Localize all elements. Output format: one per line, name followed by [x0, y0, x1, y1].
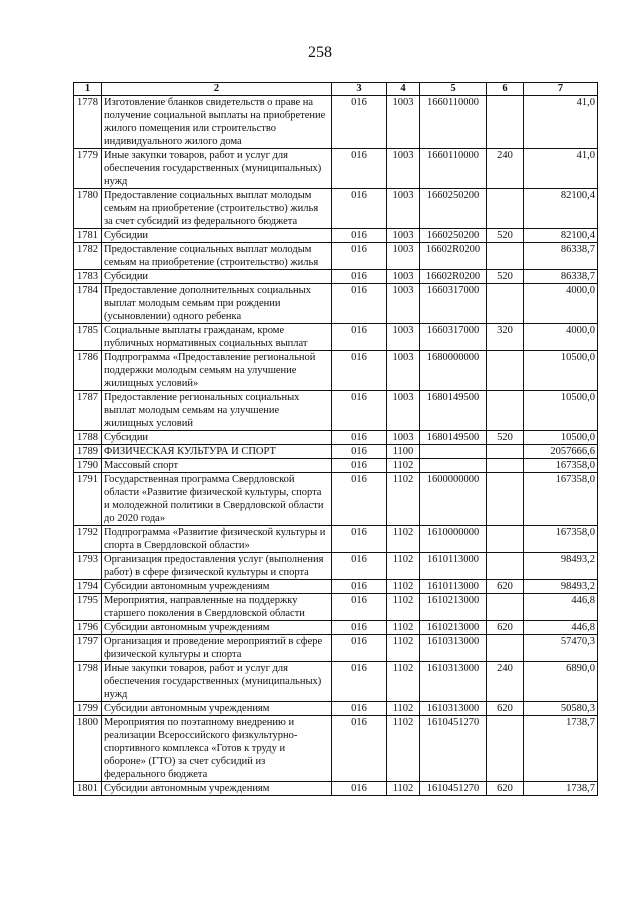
row-number: 1798	[74, 662, 102, 702]
row-expense-type: 320	[487, 324, 524, 351]
row-expense-type: 240	[487, 662, 524, 702]
column-header: 5	[420, 83, 487, 96]
table-row	[74, 391, 598, 431]
row-number: 1781	[74, 229, 102, 243]
row-number: 1782	[74, 243, 102, 270]
row-target-code: 1610313000	[420, 635, 487, 662]
table-row	[74, 621, 598, 635]
row-expense-type	[487, 96, 524, 149]
table-row	[74, 473, 598, 526]
row-target-code: 1660317000	[420, 284, 487, 324]
row-expense-type: 520	[487, 431, 524, 445]
row-target-code: 1680149500	[420, 391, 487, 431]
row-ministry-code: 016	[332, 229, 387, 243]
row-expense-type	[487, 594, 524, 621]
row-expense-type: 620	[487, 621, 524, 635]
table-row	[74, 243, 598, 270]
row-name: Подпрограмма «Предоставление региональной поддержки молодым семьям на улучшение жилищных условий»	[102, 351, 332, 391]
row-ministry-code: 016	[332, 391, 387, 431]
table-row	[74, 431, 598, 445]
row-section-code: 1102	[387, 635, 420, 662]
table-row	[74, 782, 598, 796]
row-expense-type	[487, 716, 524, 782]
row-name: ФИЗИЧЕСКАЯ КУЛЬТУРА И СПОРТ	[102, 445, 332, 459]
row-target-code	[420, 445, 487, 459]
column-header: 2	[102, 83, 332, 96]
row-expense-type: 520	[487, 229, 524, 243]
row-name: Предоставление региональных социальных выплат молодым семьям на улучшение жилищных условий	[102, 391, 332, 431]
row-target-code: 1600000000	[420, 473, 487, 526]
row-amount: 86338,7	[524, 270, 598, 284]
row-target-code: 1660110000	[420, 149, 487, 189]
row-name: Иные закупки товаров, работ и услуг для обеспечения государственных (муниципальных) нужд	[102, 149, 332, 189]
row-expense-type	[487, 473, 524, 526]
row-expense-type	[487, 635, 524, 662]
row-name: Субсидии автономным учреждениям	[102, 702, 332, 716]
table-row	[74, 324, 598, 351]
row-ministry-code: 016	[332, 351, 387, 391]
row-amount: 2057666,6	[524, 445, 598, 459]
row-target-code: 1610451270	[420, 716, 487, 782]
row-amount: 98493,2	[524, 580, 598, 594]
row-target-code: 1610000000	[420, 526, 487, 553]
row-number: 1788	[74, 431, 102, 445]
column-header: 1	[74, 83, 102, 96]
row-amount: 1738,7	[524, 782, 598, 796]
row-expense-type	[487, 351, 524, 391]
row-name: Подпрограмма «Развитие физической культуры и спорта в Свердловской области»	[102, 526, 332, 553]
row-name: Предоставление социальных выплат молодым семьям на приобретение (строительство) жилья	[102, 243, 332, 270]
row-name: Субсидии автономным учреждениям	[102, 782, 332, 796]
row-section-code: 1102	[387, 553, 420, 580]
row-name: Субсидии	[102, 229, 332, 243]
row-name: Организация и проведение мероприятий в сфере физической культуры и спорта	[102, 635, 332, 662]
row-number: 1793	[74, 553, 102, 580]
table-row	[74, 635, 598, 662]
row-ministry-code: 016	[332, 702, 387, 716]
row-name: Государственная программа Свердловской области «Развитие физической культуры, спорта и молодежной политики в Свердловской области до 2020 года»	[102, 473, 332, 526]
row-expense-type: 620	[487, 782, 524, 796]
row-expense-type: 240	[487, 149, 524, 189]
table-row	[74, 351, 598, 391]
row-target-code: 1610313000	[420, 662, 487, 702]
row-section-code: 1102	[387, 594, 420, 621]
row-expense-type	[487, 189, 524, 229]
row-section-code: 1102	[387, 459, 420, 473]
row-amount: 167358,0	[524, 459, 598, 473]
row-section-code: 1003	[387, 284, 420, 324]
row-name: Изготовление бланков свидетельств о праве на получение социальной выплаты на приобретение жилого помещения или строительство индивидуального жилого дома	[102, 96, 332, 149]
row-section-code: 1102	[387, 580, 420, 594]
row-amount: 98493,2	[524, 553, 598, 580]
row-section-code: 1003	[387, 189, 420, 229]
table-row	[74, 229, 598, 243]
row-expense-type	[487, 553, 524, 580]
row-expense-type	[487, 459, 524, 473]
row-target-code: 1660250200	[420, 189, 487, 229]
row-section-code: 1102	[387, 702, 420, 716]
row-ministry-code: 016	[332, 580, 387, 594]
row-section-code: 1003	[387, 229, 420, 243]
row-target-code	[420, 459, 487, 473]
row-target-code: 1610213000	[420, 594, 487, 621]
row-number: 1797	[74, 635, 102, 662]
row-number: 1799	[74, 702, 102, 716]
table-row	[74, 96, 598, 149]
row-target-code: 1610113000	[420, 580, 487, 594]
page-number: 258	[308, 44, 332, 61]
row-amount: 167358,0	[524, 526, 598, 553]
row-target-code: 1610313000	[420, 702, 487, 716]
row-ministry-code: 016	[332, 270, 387, 284]
table-header-row	[74, 83, 598, 96]
table-row	[74, 189, 598, 229]
table-row	[74, 284, 598, 324]
row-number: 1787	[74, 391, 102, 431]
row-target-code: 1660110000	[420, 96, 487, 149]
row-amount: 41,0	[524, 149, 598, 189]
table-row	[74, 594, 598, 621]
row-ministry-code: 016	[332, 716, 387, 782]
row-number: 1784	[74, 284, 102, 324]
row-amount: 41,0	[524, 96, 598, 149]
row-name: Мероприятия по поэтапному внедрению и реализации Всероссийского физкультурно-спортивного комплекса «Готов к труду и обороне» (ГТО) за счет субсидий из федерального бюджета	[102, 716, 332, 782]
table-row	[74, 716, 598, 782]
table-row	[74, 270, 598, 284]
row-section-code: 1102	[387, 621, 420, 635]
row-section-code: 1003	[387, 324, 420, 351]
table-row	[74, 662, 598, 702]
row-section-code: 1102	[387, 782, 420, 796]
row-number: 1786	[74, 351, 102, 391]
row-ministry-code: 016	[332, 662, 387, 702]
row-section-code: 1102	[387, 526, 420, 553]
row-ministry-code: 016	[332, 459, 387, 473]
row-number: 1785	[74, 324, 102, 351]
row-number: 1801	[74, 782, 102, 796]
row-amount: 57470,3	[524, 635, 598, 662]
row-target-code: 1610213000	[420, 621, 487, 635]
row-ministry-code: 016	[332, 149, 387, 189]
row-expense-type: 620	[487, 580, 524, 594]
table-row	[74, 459, 598, 473]
row-ministry-code: 016	[332, 324, 387, 351]
row-name: Субсидии автономным учреждениям	[102, 621, 332, 635]
table-row	[74, 553, 598, 580]
row-target-code: 1610113000	[420, 553, 487, 580]
row-amount: 4000,0	[524, 324, 598, 351]
row-name: Субсидии автономным учреждениям	[102, 580, 332, 594]
row-number: 1800	[74, 716, 102, 782]
row-amount: 10500,0	[524, 351, 598, 391]
row-target-code: 16602R0200	[420, 243, 487, 270]
table-row	[74, 580, 598, 594]
row-name: Иные закупки товаров, работ и услуг для обеспечения государственных (муниципальных) нужд	[102, 662, 332, 702]
row-section-code: 1003	[387, 149, 420, 189]
row-number: 1783	[74, 270, 102, 284]
row-amount: 446,8	[524, 594, 598, 621]
row-amount: 10500,0	[524, 391, 598, 431]
row-number: 1796	[74, 621, 102, 635]
row-target-code: 1660250200	[420, 229, 487, 243]
column-header: 6	[487, 83, 524, 96]
row-expense-type	[487, 445, 524, 459]
row-section-code: 1003	[387, 351, 420, 391]
row-number: 1778	[74, 96, 102, 149]
row-ministry-code: 016	[332, 445, 387, 459]
row-ministry-code: 016	[332, 243, 387, 270]
table-row	[74, 702, 598, 716]
row-expense-type	[487, 391, 524, 431]
row-name: Массовый спорт	[102, 459, 332, 473]
row-amount: 82100,4	[524, 189, 598, 229]
row-expense-type	[487, 243, 524, 270]
row-number: 1779	[74, 149, 102, 189]
row-target-code: 1660317000	[420, 324, 487, 351]
row-section-code: 1102	[387, 716, 420, 782]
row-ministry-code: 016	[332, 526, 387, 553]
row-target-code: 1680000000	[420, 351, 487, 391]
table-row	[74, 526, 598, 553]
row-section-code: 1003	[387, 270, 420, 284]
row-section-code: 1102	[387, 662, 420, 702]
row-amount: 82100,4	[524, 229, 598, 243]
budget-table	[73, 82, 598, 796]
row-number: 1794	[74, 580, 102, 594]
row-ministry-code: 016	[332, 96, 387, 149]
row-number: 1789	[74, 445, 102, 459]
column-header: 3	[332, 83, 387, 96]
row-target-code: 16602R0200	[420, 270, 487, 284]
row-name: Организация предоставления услуг (выполнения работ) в сфере физической культуры и спорта	[102, 553, 332, 580]
row-number: 1780	[74, 189, 102, 229]
row-number: 1790	[74, 459, 102, 473]
row-expense-type	[487, 284, 524, 324]
row-number: 1792	[74, 526, 102, 553]
row-target-code: 1610451270	[420, 782, 487, 796]
row-section-code: 1102	[387, 473, 420, 526]
row-name: Предоставление социальных выплат молодым семьям на приобретение (строительство) жилья за счет субсидий из федерального бюджета	[102, 189, 332, 229]
row-amount: 4000,0	[524, 284, 598, 324]
row-amount: 50580,3	[524, 702, 598, 716]
table-body	[74, 96, 598, 796]
row-section-code: 1100	[387, 445, 420, 459]
column-header: 7	[524, 83, 598, 96]
row-number: 1795	[74, 594, 102, 621]
row-number: 1791	[74, 473, 102, 526]
row-ministry-code: 016	[332, 635, 387, 662]
row-ministry-code: 016	[332, 553, 387, 580]
column-header: 4	[387, 83, 420, 96]
row-expense-type	[487, 526, 524, 553]
row-section-code: 1003	[387, 391, 420, 431]
row-amount: 86338,7	[524, 243, 598, 270]
row-expense-type: 620	[487, 702, 524, 716]
row-ministry-code: 016	[332, 594, 387, 621]
row-ministry-code: 016	[332, 621, 387, 635]
row-ministry-code: 016	[332, 782, 387, 796]
row-ministry-code: 016	[332, 189, 387, 229]
row-section-code: 1003	[387, 243, 420, 270]
row-name: Социальные выплаты гражданам, кроме публичных нормативных социальных выплат	[102, 324, 332, 351]
row-amount: 1738,7	[524, 716, 598, 782]
row-amount: 446,8	[524, 621, 598, 635]
row-name: Субсидии	[102, 431, 332, 445]
row-ministry-code: 016	[332, 284, 387, 324]
row-amount: 6890,0	[524, 662, 598, 702]
row-amount: 167358,0	[524, 473, 598, 526]
row-name: Предоставление дополнительных социальных выплат молодым семьям при рождении (усыновлении) одного ребенка	[102, 284, 332, 324]
row-ministry-code: 016	[332, 473, 387, 526]
row-expense-type: 520	[487, 270, 524, 284]
row-section-code: 1003	[387, 96, 420, 149]
table-row	[74, 149, 598, 189]
row-name: Мероприятия, направленные на поддержку старшего поколения в Свердловской области	[102, 594, 332, 621]
row-section-code: 1003	[387, 431, 420, 445]
row-amount: 10500,0	[524, 431, 598, 445]
row-ministry-code: 016	[332, 431, 387, 445]
row-name: Субсидии	[102, 270, 332, 284]
table-row	[74, 445, 598, 459]
row-target-code: 1680149500	[420, 431, 487, 445]
